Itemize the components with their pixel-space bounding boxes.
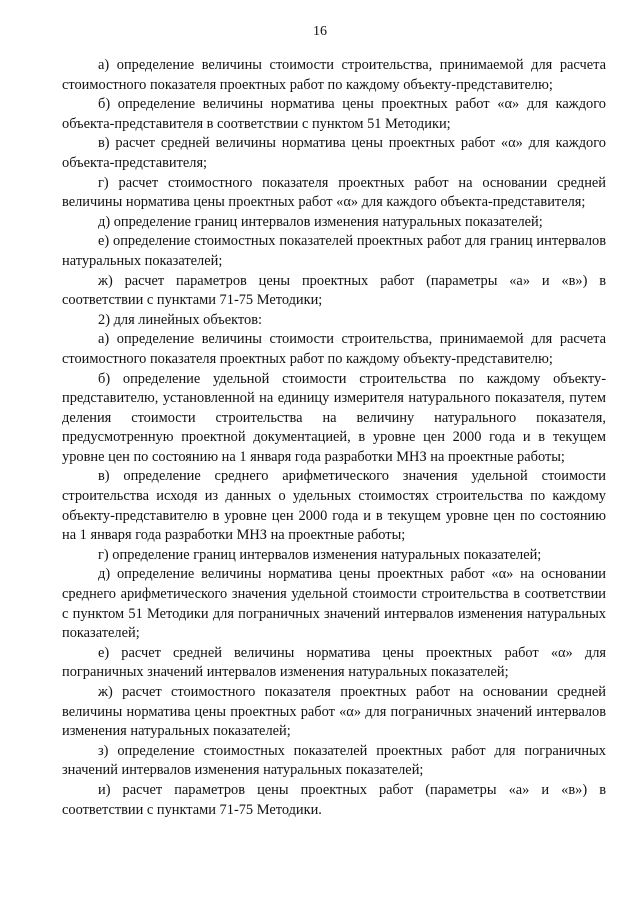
paragraph-2b: б) определение удельной стоимости строительства по каждому объекту-представителю, установленной на единицу измерителя натурального показателя, путем деления стоимости строительства на величину натурального показателя, предусмотренную проектной документацией, в уровне цен 2000 года и в текущем уровне цен по состоянию на 1 января года разработки МНЗ на проектные работы; <box>62 370 606 465</box>
page-number: 16 <box>313 24 327 39</box>
document-body <box>62 56 606 820</box>
paragraph-1b: б) определение величины норматива цены проектных работ «α» для каждого объекта-представителя в соответствии с пунктом 51 Методики; <box>62 96 606 132</box>
paragraph-2a: а) определение величины стоимости строительства, принимаемой для расчета стоимостного показателя проектных работ по каждому объекту-представителю; <box>62 331 606 367</box>
paragraph-1e: е) определение стоимостных показателей проектных работ для границ интервалов натуральных показателей; <box>62 233 606 269</box>
paragraph-2d: д) определение величины норматива цены проектных работ «α» на основании среднего арифметического значения удельной стоимости строительства в соответствии с пунктом 51 Методики для пограничных значений интервалов изменения натуральных показателей; <box>62 566 606 642</box>
paragraph-1d: д) определение границ интервалов изменения натуральных показателей; <box>98 213 543 230</box>
paragraph-1v: в) расчет средней величины норматива цены проектных работ «α» для каждого объекта-представителя; <box>62 135 606 171</box>
paragraph-1a: а) определение величины стоимости строительства, принимаемой для расчета стоимостного показателя проектных работ по каждому объекту-представителю; <box>62 57 606 93</box>
paragraph-1zh: ж) расчет параметров цены проектных работ (параметры «а» и «в») в соответствии с пунктами 71-75 Методики; <box>62 272 606 309</box>
paragraph-2i: и) расчет параметров цены проектных работ (параметры «а» и «в») в соответствии с пунктами 71-75 Методики. <box>62 781 606 818</box>
paragraph-2zh: ж) расчет стоимостного показателя проектных работ на основании средней величины норматива цены проектных работ «α» для пограничных значений интервалов изменения натуральных показателей; <box>62 684 606 740</box>
section-heading-linear-objects: 2) для линейных объектов: <box>98 311 263 328</box>
paragraph-2z: з) определение стоимостных показателей проектных работ для пограничных значений интервалов изменения натуральных показателей; <box>62 742 606 779</box>
paragraph-1g: г) расчет стоимостного показателя проектных работ на основании средней величины норматива цены проектных работ «α» для каждого объекта-представителя; <box>62 174 606 211</box>
paragraph-2e: е) расчет средней величины норматива цены проектных работ «α» для пограничных значений интервалов изменения натуральных показателей; <box>62 644 606 681</box>
paragraph-2v: в) определение среднего арифметического значения удельной стоимости строительства исходя из данных о удельных стоимостях строительства по каждому объекту-представителю в уровне цен 2000 года и в текущем уровне цен по состоянию на 1 января года разработки МНЗ на проектные работы; <box>62 468 606 544</box>
paragraph-2g: г) определение границ интервалов изменения натуральных показателей; <box>98 546 542 563</box>
